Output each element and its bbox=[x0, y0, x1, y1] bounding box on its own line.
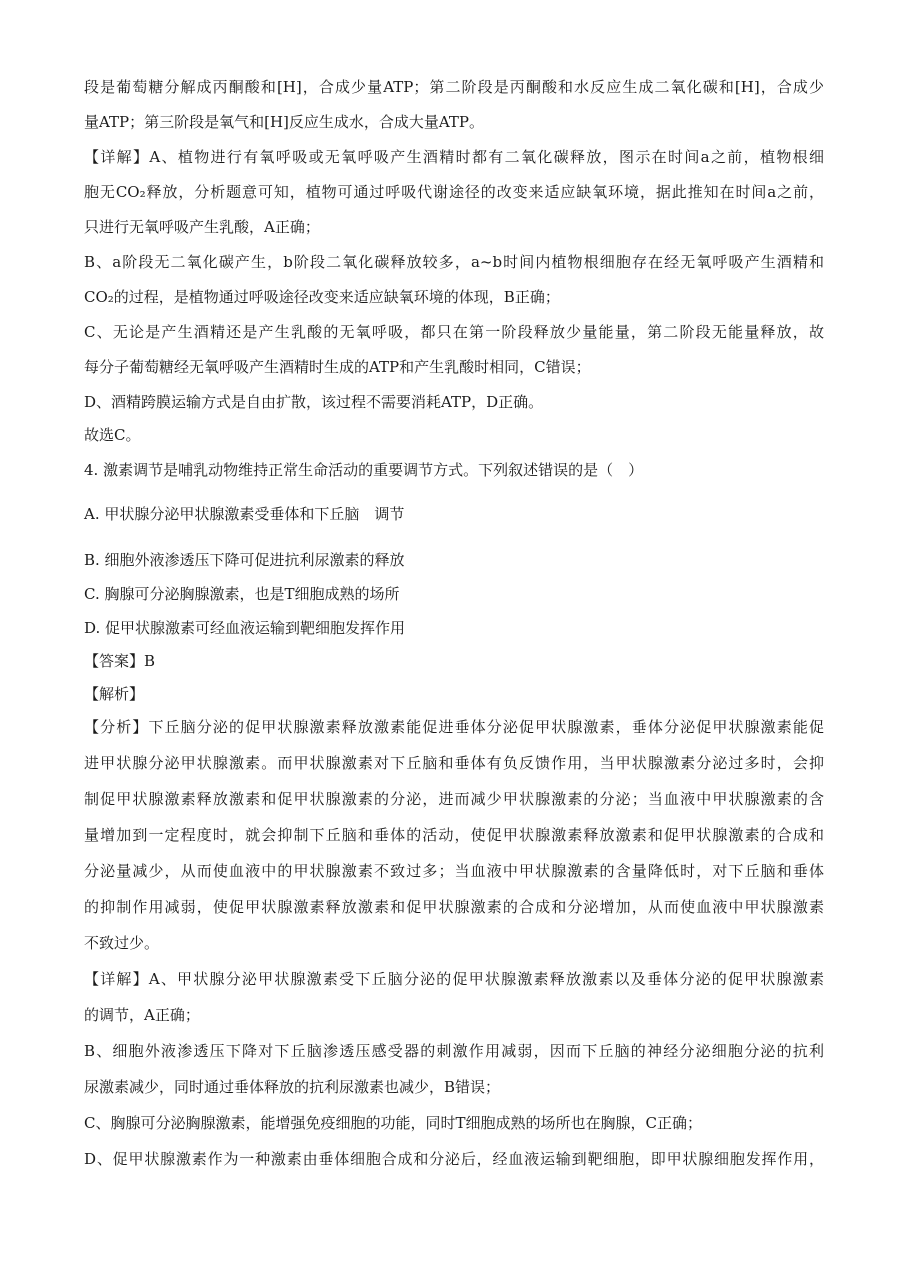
text-line: 不致过少。 bbox=[84, 934, 160, 952]
text-line: D、促甲状腺激素作为一种激素由垂体细胞合成和分泌后，经血液运输到靶细胞，即甲状腺细胞发挥作用， bbox=[84, 1150, 824, 1168]
text-line: C、胸腺可分泌胸腺激素，能增强免疫细胞的功能，同时T细胞成熟的场所也在胸腺，C正确； bbox=[84, 1114, 702, 1132]
text-line: 每分子葡萄糖经无氧呼吸产生酒精时生成的ATP和产生乳酸时相同，C错误； bbox=[84, 358, 591, 376]
text-line: 的抑制作用减弱，使促甲状腺激素释放激素和促甲状腺激素的合成和分泌增加，从而使血液中甲状腺激素 bbox=[84, 898, 824, 916]
question-stem: 4. 激素调节是哺乳动物维持正常生命活动的重要调节方式。下列叙述错误的是（ ） bbox=[84, 461, 644, 479]
text-line: CO₂的过程，是植物通过呼吸途径改变来适应缺氧环境的体现，B正确； bbox=[84, 288, 560, 306]
text-line: 量ATP；第三阶段是氧气和[H]反应生成水，合成大量ATP。 bbox=[84, 113, 485, 131]
text-line: 的调节，A正确； bbox=[84, 1006, 200, 1024]
text-line: 【详解】A、植物进行有氧呼吸或无氧呼吸产生酒精时都有二氧化碳释放，图示在时间a之前，植物根细 bbox=[84, 148, 824, 166]
text-line: 制促甲状腺激素释放激素和促甲状腺激素的分泌，进而减少甲状腺激素的分泌；当血液中甲状腺激素的含 bbox=[84, 790, 824, 808]
option-b: B. 细胞外液渗透压下降可促进抗利尿激素的释放 bbox=[84, 551, 405, 569]
option-a: A. 甲状腺分泌甲状腺激素受垂体和下丘脑 调节 bbox=[84, 505, 405, 523]
option-c: C. 胸腺可分泌胸腺激素，也是T细胞成熟的场所 bbox=[84, 585, 400, 603]
text-line: 【详解】A、甲状腺分泌甲状腺激素受下丘脑分泌的促甲状腺激素释放激素以及垂体分泌的促甲状腺激素 bbox=[84, 970, 824, 988]
text-line: C、无论是产生酒精还是产生乳酸的无氧呼吸，都只在第一阶段释放少量能量，第二阶段无能量释放，故 bbox=[84, 323, 824, 341]
text-line: D、酒精跨膜运输方式是自由扩散，该过程不需要消耗ATP，D正确。 bbox=[84, 393, 544, 411]
option-d: D. 促甲状腺激素可经血液运输到靶细胞发挥作用 bbox=[84, 619, 406, 637]
text-line: 段是葡萄糖分解成丙酮酸和[H]，合成少量ATP；第二阶段是丙酮酸和水反应生成二氧化碳和[H]，合成少 bbox=[84, 78, 824, 96]
text-line: 【分析】下丘脑分泌的促甲状腺激素释放激素能促进垂体分泌促甲状腺激素，垂体分泌促甲状腺激素能促 bbox=[84, 718, 824, 736]
text-line: 量增加到一定程度时，就会抑制下丘脑和垂体的活动，使促甲状腺激素释放激素和促甲状腺激素的合成和 bbox=[84, 826, 824, 844]
answer-line: 【答案】B bbox=[84, 652, 156, 670]
text-line: 分泌量减少，从而使血液中的甲状腺激素不致过多；当血液中甲状腺激素的含量降低时，对下丘脑和垂体 bbox=[84, 862, 824, 880]
analysis-heading: 【解析】 bbox=[84, 685, 145, 703]
text-line: B、a阶段无二氧化碳产生，b阶段二氧化碳释放较多，a~b时间内植物根细胞存在经无氧呼吸产生酒精和 bbox=[84, 253, 824, 271]
text-line: 尿激素减少，同时通过垂体释放的抗利尿激素也减少，B错误； bbox=[84, 1078, 501, 1096]
text-line: 故选C。 bbox=[84, 426, 141, 444]
text-line: B、细胞外液渗透压下降对下丘脑渗透压感受器的刺激作用减弱，因而下丘脑的神经分泌细胞分泌的抗利 bbox=[84, 1042, 824, 1060]
text-line: 进甲状腺分泌甲状腺激素。而甲状腺激素对下丘脑和垂体有负反馈作用，当甲状腺激素分泌过多时，会抑 bbox=[84, 754, 824, 772]
text-line: 胞无CO₂释放，分析题意可知，植物可通过呼吸代谢途径的改变来适应缺氧环境，据此推知在时间a之前， bbox=[84, 183, 824, 201]
text-line: 只进行无氧呼吸产生乳酸，A正确； bbox=[84, 218, 320, 236]
